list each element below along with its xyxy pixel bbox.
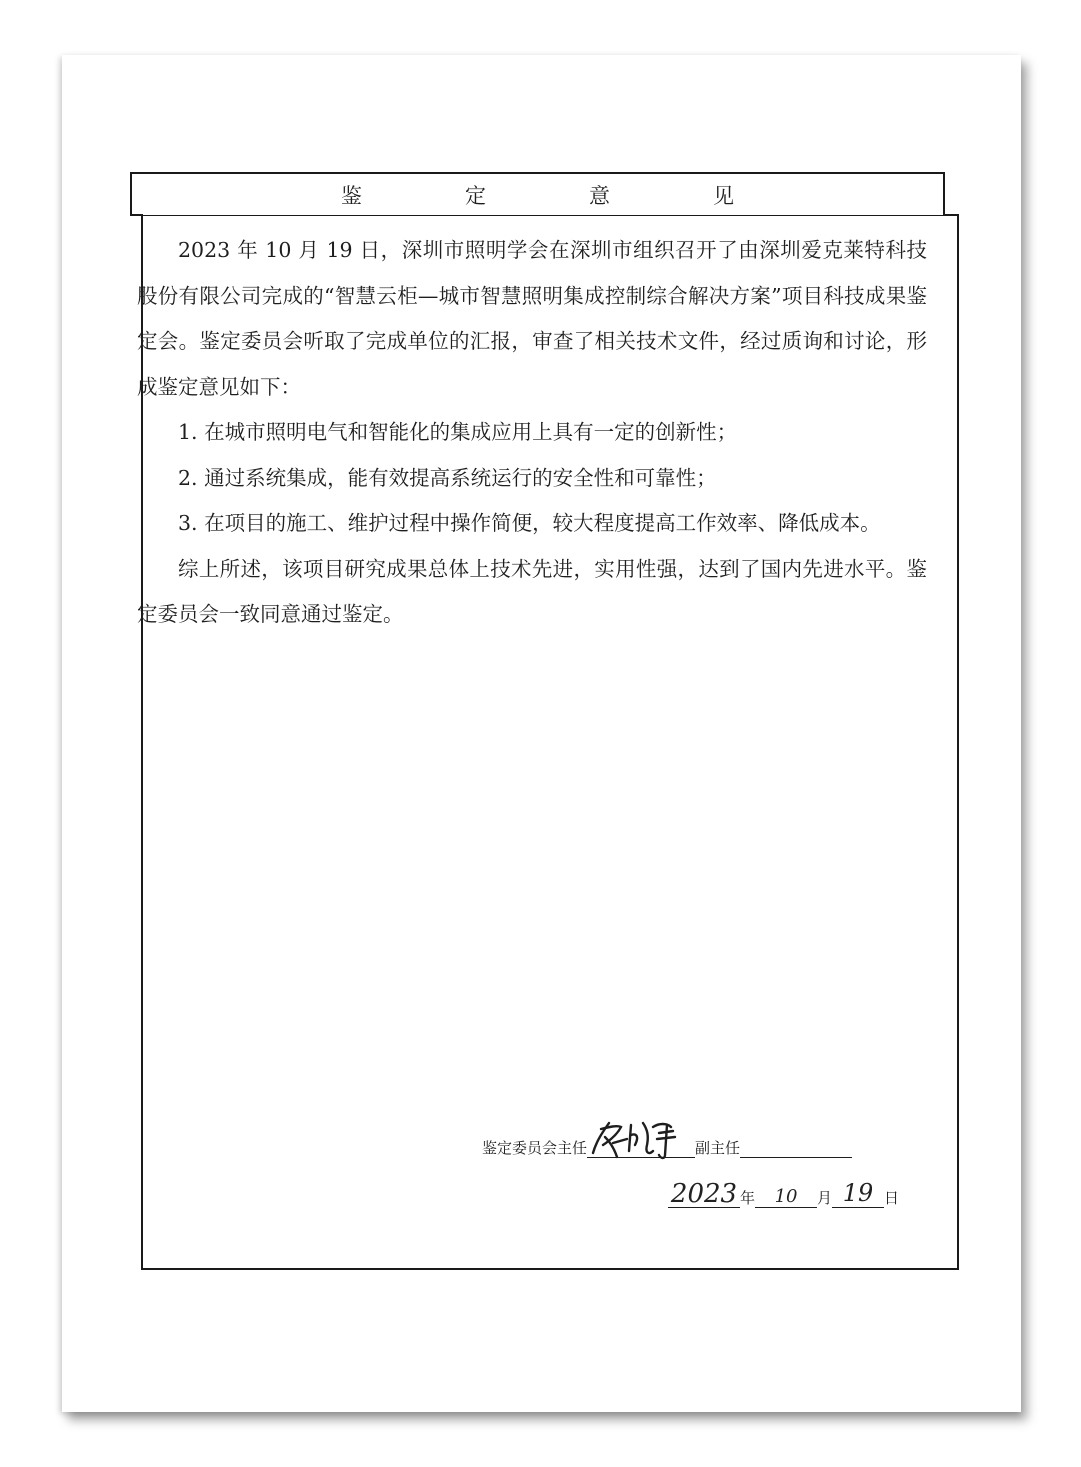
section-title — [132, 174, 943, 216]
chair-label: 鉴定委员会主任 — [482, 1139, 588, 1157]
title-char: 定 — [465, 184, 486, 208]
title-char: 鉴 — [341, 184, 362, 208]
month-handwritten: 10 — [774, 1186, 798, 1207]
day-handwritten: 19 — [842, 1179, 874, 1207]
day-label: 日 — [884, 1189, 900, 1207]
chair-signature — [587, 1115, 695, 1161]
opinion-item-3: 3. 在项目的施工、维护过程中操作简便，较大程度提高工作效率、降低成本。 — [178, 511, 881, 535]
year-handwritten: 2023 — [670, 1179, 738, 1209]
vice-signature-line — [740, 1135, 852, 1158]
month-field — [755, 1185, 817, 1208]
date-row — [668, 1178, 899, 1208]
opinion-item-1: 1. 在城市照明电气和智能化的集成应用上具有一定的创新性； — [178, 420, 738, 444]
title-char: 见 — [713, 184, 734, 208]
year-field — [668, 1179, 740, 1209]
header-box — [130, 172, 945, 216]
signature-row — [482, 1128, 852, 1158]
month-label: 月 — [817, 1189, 833, 1207]
opinion-item-2: 2. 通过系统集成，能有效提高系统运行的安全性和可靠性； — [178, 465, 717, 490]
day-field — [832, 1179, 884, 1208]
year-label: 年 — [740, 1189, 756, 1207]
opinion-text — [137, 228, 927, 638]
title-char: 意 — [589, 184, 610, 208]
intro-paragraph: 2023 年 10 月 19 日，深圳市照明学会在深圳市组织召开了由深圳爱克莱特科技股份有限公司完成的“智慧云柜—城市智慧照明集成控制综合解决方案”项目科技成果鉴定会。鉴定委员会听取了完成单位的汇报，审查了相关技术文件，经过质询和讨论，形成鉴定意见如下： — [137, 238, 927, 399]
vice-label: 副主任 — [695, 1139, 741, 1157]
conclusion-paragraph: 综上所述，该项目研究成果总体上技术先进，实用性强，达到了国内先进水平。鉴定委员会一致同意通过鉴定。 — [137, 556, 927, 626]
chair-signature-line — [587, 1135, 695, 1158]
